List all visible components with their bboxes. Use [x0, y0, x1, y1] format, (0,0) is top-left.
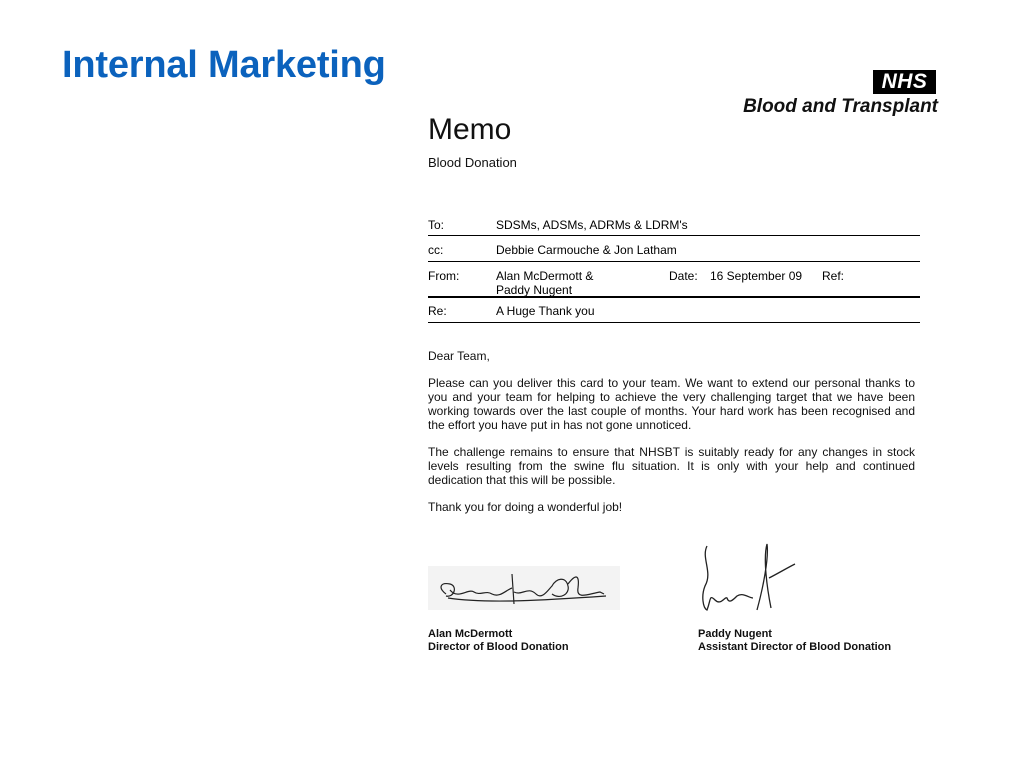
memo-from-row	[428, 262, 920, 298]
from-value-line1: Alan McDermott &	[496, 269, 594, 283]
signatory-name: Paddy Nugent	[698, 628, 772, 640]
nhs-logo	[712, 70, 940, 120]
from-value	[496, 269, 593, 297]
re-value: A Huge Thank you	[496, 304, 595, 318]
to-label: To:	[428, 218, 445, 232]
signatory-title: Assistant Director of Blood Donation	[698, 641, 892, 653]
date-value: 16 September 09	[710, 269, 803, 283]
signature-alan-mcdermott	[428, 560, 620, 616]
closing-line: Thank you for doing a wonderful job!	[428, 500, 623, 514]
from-value-line2: Paddy Nugent	[496, 283, 573, 297]
signature-paddy-nugent	[697, 538, 797, 618]
memo-to-row	[428, 212, 920, 236]
cc-label: cc:	[428, 243, 444, 257]
date-label: Date:	[669, 269, 698, 283]
body-paragraph-1: Please can you deliver this card to your team. We want to extend our personal thanks to you and your team for helping to achieve the very challenging target that we have been working towards over the last couple of months. Your hard work has been recognised and the effort you have put in has not gone unnoticed.	[428, 376, 915, 432]
memo-re-row	[428, 298, 920, 323]
signatory-block-2	[698, 628, 891, 654]
nhs-organisation-name: Blood and Transplant	[743, 96, 938, 117]
signatory-name: Alan McDermott	[428, 628, 513, 640]
nhs-mark: NHS	[873, 70, 936, 94]
memo-cc-row	[428, 236, 920, 262]
signatory-title: Director of Blood Donation	[428, 641, 569, 653]
memo-header-table	[428, 212, 920, 323]
signatory-block-1	[428, 628, 569, 654]
cc-value: Debbie Carmouche & Jon Latham	[496, 243, 677, 257]
to-value: SDSMs, ADSMs, ADRMs & LDRM's	[496, 218, 688, 232]
re-label: Re:	[428, 304, 447, 318]
memo-subtitle: Blood Donation	[428, 155, 517, 170]
ref-label: Ref:	[822, 269, 845, 283]
memo-title: Memo	[428, 113, 512, 146]
from-label: From:	[428, 269, 460, 283]
memo-body	[428, 349, 915, 527]
body-paragraph-2: The challenge remains to ensure that NHSBT is suitably ready for any changes in stock levels resulting from the swine flu situation. It is only with your help and continued dedication that this will be possible.	[428, 445, 915, 487]
salutation: Dear Team,	[428, 349, 490, 363]
slide-title: Internal Marketing	[62, 44, 386, 86]
